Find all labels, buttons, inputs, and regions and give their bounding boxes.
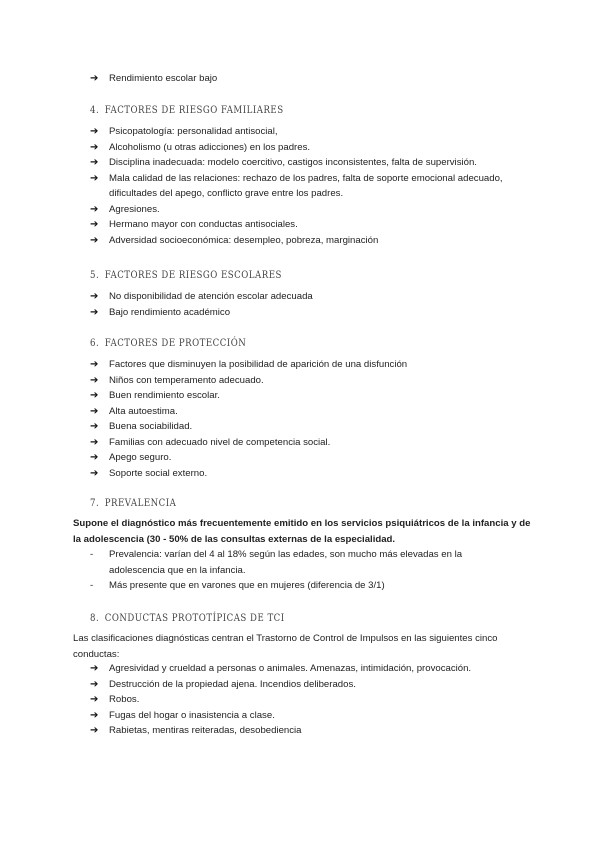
section-heading-4: 4. FACTORES DE RIESGO FAMILIARES [90,104,284,116]
list-item: ➔ Familias con adecuado nivel de competencia social. [90,435,539,451]
list-item: ➔ Mala calidad de las relaciones: rechazo de los padres, falta de soporte emocional adecuado, dificultades del apego, conflicto grave entre los padres. [90,172,503,199]
arrow-bullet-icon: ➔ [90,73,99,84]
arrow-bullet-icon: ➔ [90,663,99,674]
list-item: - Más presente que en varones que en mujeres (diferencia de 3/1) [90,580,385,591]
list-item: ➔ Buen rendimiento escolar. [90,388,539,404]
list-item: ➔ Fugas del hogar o inasistencia a clase. [90,708,539,724]
arrow-bullet-icon: ➔ [90,374,99,386]
list-item: ➔ No disponibilidad de atención escolar adecuada [90,289,539,305]
arrow-bullet-icon: ➔ [90,203,99,215]
arrow-bullet-icon: ➔ [90,678,99,690]
arrow-bullet-icon: ➔ [90,436,99,448]
arrow-bullet-icon: ➔ [90,141,99,153]
list-item: ➔ Robos. [90,692,539,708]
list-item: ➔ Disciplina inadecuada: modelo coercitivo, castigos inconsistentes, falta de supervisión. [90,155,539,171]
list-item: ➔ Factores que disminuyen la posibilidad de aparición de una disfunción [90,357,539,373]
tci-intro: Las clasificaciones diagnósticas centran el Trastorno de Control de Impulsos en las siguientes cinco conductas: [73,633,498,660]
arrow-bullet-icon: ➔ [90,172,99,184]
list-item: - Prevalencia: varían del 4 al 18% según las edades, son mucho más elevadas en la adolescencia que en la infancia. [90,549,463,576]
list-item: ➔ Rendimiento escolar bajo [90,71,539,87]
list-item: ➔ Hermano mayor con conductas antisociales. [90,217,539,233]
prevalence-intro: Supone el diagnóstico más frecuentemente emitido en los servicios psiquiátricos de la infancia y de la adolescencia (30 - 50% de las consultas externas de la especialidad. [73,518,531,545]
arrow-bullet-icon: ➔ [90,126,99,137]
arrow-bullet-icon: ➔ [90,234,99,246]
section-heading-6: 6. FACTORES DE PROTECCIÓN [90,337,247,349]
arrow-bullet-icon: ➔ [90,405,99,417]
arrow-bullet-icon: ➔ [90,452,99,463]
section-heading-7: 7. PREVALENCIA [90,497,177,509]
list-item: ➔ Apego seguro. [90,450,539,466]
arrow-bullet-icon: ➔ [90,709,99,721]
list-item: ➔ Soporte social externo. [90,466,539,482]
list-item: ➔ Agresiones. [90,202,539,218]
school-risk-list [90,289,539,320]
list-item: ➔ Alta autoestima. [90,404,539,420]
arrow-bullet-icon: ➔ [90,421,99,432]
list-item: ➔ Buena sociabilidad. [90,419,539,435]
family-risk-list [90,124,539,248]
tci-behaviors-list [90,661,539,739]
arrow-bullet-icon: ➔ [90,359,99,370]
list-item: ➔ Niños con temperamento adecuado. [90,373,539,389]
arrow-bullet-icon: ➔ [90,467,99,479]
list-item: ➔ Rabietas, mentiras reiteradas, desobediencia [90,723,539,739]
section-heading-8: 8. CONDUCTAS PROTOTÍPICAS DE TCI [90,612,285,624]
prevalence-list [90,547,519,594]
list-item: ➔ Bajo rendimiento académico [90,305,539,321]
arrow-bullet-icon: ➔ [90,291,99,302]
list-item: ➔ Agresividad y crueldad a personas o animales. Amenazas, intimidación, provocación. [90,661,539,677]
section-heading-5: 5. FACTORES DE RIESGO ESCOLARES [90,269,282,281]
arrow-bullet-icon: ➔ [90,694,99,705]
arrow-bullet-icon: ➔ [90,219,99,230]
protection-factors-list [90,357,539,481]
list-item: ➔ Alcoholismo (u otras adicciones) en los padres. [90,140,539,156]
list-item: ➔ Adversidad socioeconómica: desempleo, pobreza, marginación [90,233,539,249]
top-list [90,71,539,87]
arrow-bullet-icon: ➔ [90,390,99,401]
list-item: ➔ Destrucción de la propiedad ajena. Incendios deliberados. [90,677,539,693]
arrow-bullet-icon: ➔ [90,725,99,736]
arrow-bullet-icon: ➔ [90,157,99,168]
arrow-bullet-icon: ➔ [90,306,99,318]
list-item: ➔ Psicopatología: personalidad antisocial, [90,124,539,140]
